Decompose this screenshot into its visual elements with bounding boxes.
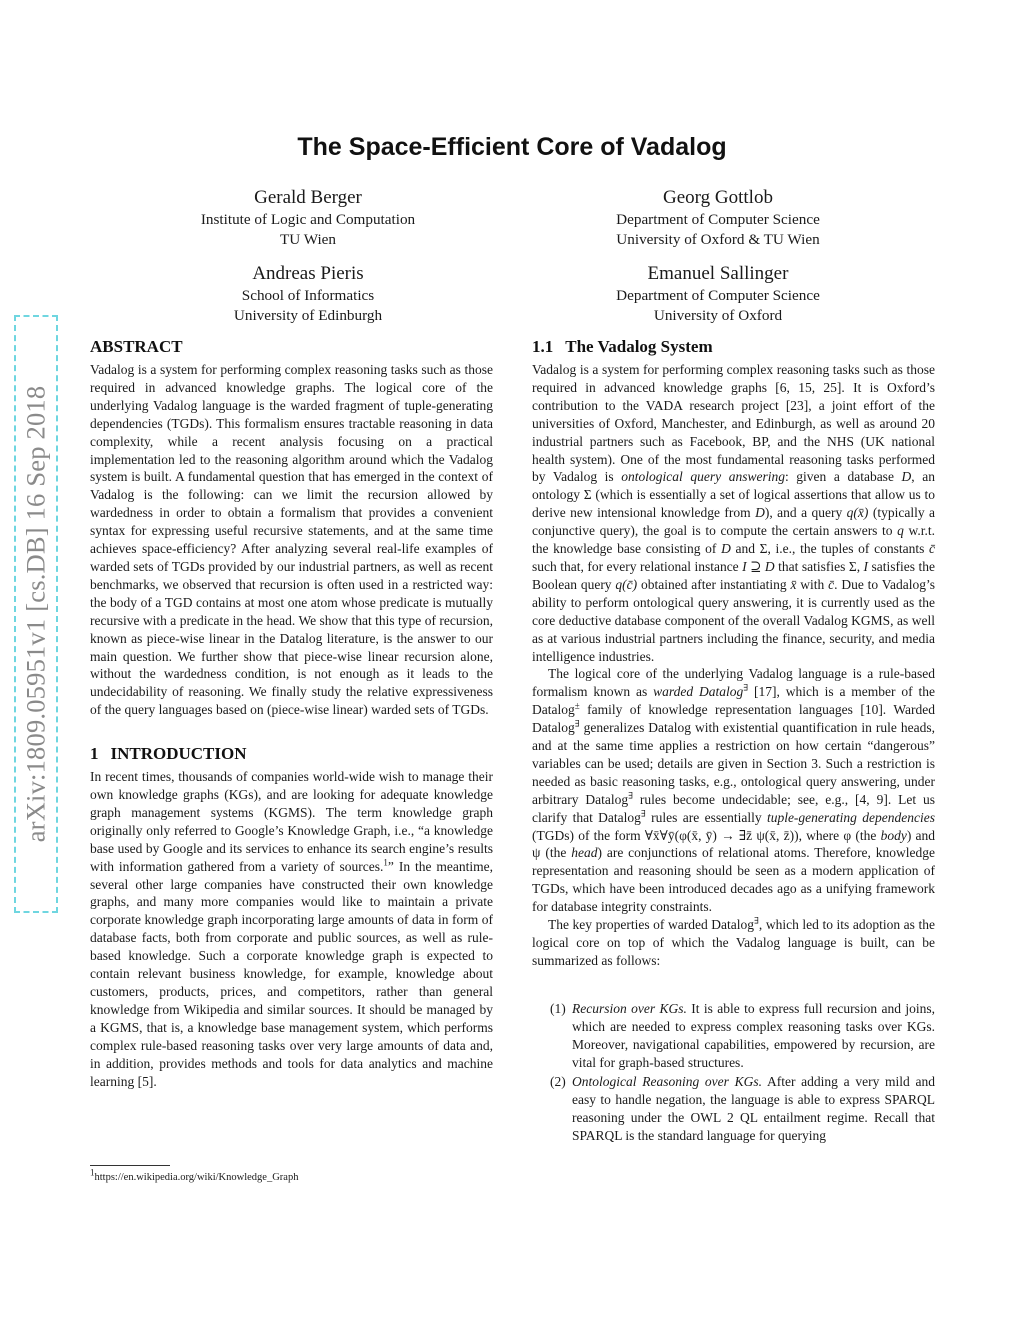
text-run: obtained after instantiating [637,576,791,592]
italic-term: tuple-generating dependencies [766,809,935,825]
text-run: [17], which is a member of the Datalog [532,684,935,718]
text-run: that satisfies Σ, [774,558,864,574]
author-affiliation: University of Oxford [653,306,783,324]
italic-term: q(x̄) [846,505,869,521]
property-title: Ontological Reasoning over KGs. [572,1074,762,1090]
text-run: family of knowledge representation languages [10]. Warded Datalog [532,702,935,736]
text-run: . Due to Vadalog’s ability to perform ontological query answering, it is currently used as the core deductive database component of the overall Vadalog KGMS, as well as at various industrial partners including the finance, security, and media intelligence industries. [532,576,935,664]
text-run: satisfies the Boolean query [532,558,935,592]
text-run: ), and a query [764,505,847,521]
text-run: (typically a conjunctive query), the goal is to compute the certain answers to [532,505,935,539]
italic-term: q(c̄) [615,576,638,592]
author-name: Georg Gottlob [663,187,773,208]
text-run: and Σ, i.e., the tuples of constants [730,541,929,557]
vadalog-paragraph-2 [532,665,935,916]
footnote [90,1167,299,1185]
property-title: Recursion over KGs. [572,1000,687,1016]
italic-term: D [755,505,765,521]
italic-term: warded Datalog [653,684,744,700]
property-text: After adding a very mild and easy to handle negation, the language is able to express SPARQL reasoning under the OWL 2 QL entailment regime. Recall that SPARQL is the standard language for querying [572,1074,935,1144]
italic-term: c̄ [929,541,935,557]
introduction-heading [90,743,493,765]
left-column [90,336,493,1090]
text-run: , which led to its adoption as the logical core on top of which the Vadalog language is built, can be summarized as follows: [532,917,935,968]
author-affiliation: Department of Computer Science [616,211,820,228]
author-block [548,262,888,325]
list-marker: (1) [550,1000,566,1016]
author-affiliation: Institute of Logic and Computation [200,211,416,228]
author-affiliation: University of Edinburgh [233,306,383,324]
text-run: (TGDs) of the form ∀x̄∀ȳ(φ(x̄, ȳ) → ∃z̄ ψ(x̄, z̄)), where φ (the [532,827,881,843]
author-affiliation: TU Wien [279,230,337,248]
arxiv-identifier: arXiv:1809.05951v1 [cs.DB] 16 Sep 2018 [20,385,51,843]
author-name: Emanuel Sallinger [647,263,789,284]
footnote-reference: 1 [383,857,388,868]
superscript: ∃ [754,915,759,926]
property-item [532,1000,935,1072]
author-block [138,262,478,325]
section-number: 1 [90,744,99,764]
text-run: such that, for every relational instance [532,558,743,574]
abstract-heading: ABSTRACT [90,337,183,356]
italic-term: head [571,845,598,861]
author-block [548,186,888,249]
subsection-heading [532,336,935,358]
superscript: ± [574,700,580,711]
text-run: The key properties of warded Datalog [548,917,755,933]
vadalog-paragraph-3 [532,916,935,970]
text-run: ) and ψ (the [532,827,936,861]
italic-term: I ⊇ D [742,558,775,574]
text-run: Vadalog is a system for performing complex reasoning tasks such as those required in advanced knowledge graphs [6, 15, 25]. It is Oxford’s contribution to the VADA research project [23], a joint effort of the universities of Oxford, Manchester, and Edinburgh, as well as around 20 industrial partners such as Facebook, BP, and the NHS (UK national health system). One of the most fundamental reasoning tasks performed by Vadalog is [532,362,935,485]
author-block [138,186,478,249]
superscript: ∃ [640,808,646,819]
footnote-mark: 1 [90,1167,95,1178]
section-number: 1.1 [532,337,554,356]
text-run: : given a database [784,469,902,485]
text-run: with [796,576,829,592]
text-run: w.r.t. the knowledge base consisting of [532,523,936,557]
italic-term: I [863,558,869,574]
italic-term: q [897,523,904,539]
property-item [532,1073,935,1145]
footnote-divider [90,1165,170,1166]
introduction-paragraph [90,768,493,1090]
text-run: rules become undecidable; see, e.g., [4, 9]. Let us clarify that Datalog [532,791,935,825]
author-affiliation: Department of Computer Science [616,287,820,304]
text-run: The logical core of the underlying Vadalog language is a rule-based formalism known as [532,666,935,700]
superscript: ∃ [743,682,749,693]
abstract-text: Vadalog is a system for performing complex reasoning tasks such as those required in advanced knowledge graphs. The logical core of the underlying Vadalog language is the warded fragment of tuple-generating dependencies (TGDs). This formalism ensures tractable reasoning in data complexity, while a recent analysis focusing on a practical implementation led to the reasoning algorithm around which the Vadalog system is built. A fundamental question that has emerged in the context of Vadalog is the following: can we limit the recursion allowed by wardedness in order to obtain a formalism that provides a convenient syntax for expressing useful recursive statements, and at the same time achieves space-efficiency? After analyzing several real-life examples of warded sets of TGDs provided by our industrial partners, as well as recent benchmarks, we observed that recursion is often used in a restricted way: the body of a TGD contains at most one atom whose predicate is mutually recursive with a predicate in the head. We show that this type of recursion, known as piece-wise linear in the Datalog literature, is the answer to our main question. We further show that piece-wise linear recursion alone, without the wardedness condition, is not enough as it leads to the undecidability of reasoning. We finally study the relative expressiveness of the query languages based on (piece-wise linear) warded sets of TGDs. [90,362,493,718]
footnote-url: https://en.wikipedia.org/wiki/Knowledge_Graph [94,1172,299,1183]
section-title: The Vadalog System [565,337,713,356]
author-name: Andreas Pieris [252,263,364,284]
text-run: ) are conjunctions of relational atoms. Therefore, knowledge representation and reasoning should be seen as a modern application of TGDs, which have been introduced decades ago as a unifying framework for database integrity constraints. [532,845,935,915]
section-title: INTRODUCTION [110,744,247,764]
text-run: rules are essentially [645,809,767,825]
italic-term: D [901,469,912,485]
author-affiliation: School of Informatics [241,287,375,304]
italic-term: body [880,827,907,843]
text-run: ” In the meantime, several other large companies have constructed their own knowledge graphs, and many more companies would like to maintain a private corporate knowledge graph incorporating large amounts of data in form of database facts, both from corporate and public sources, as well as rule-based knowledge. Such a corporate knowledge graph is expected to contain relevant business knowledge, for example, knowledge about customers, products, prices, and competitors, rather than general knowledge from Wikipedia and similar sources. It should be managed by a KGMS, that is, a knowledge base management system, which performs complex rule-based reasoning tasks over very large amounts of data and, in addition, provides methods and tools for data analytics and machine learning [5]. [90,858,493,1089]
paper-title: The Space-Efficient Core of Vadalog [297,133,727,161]
superscript: ∃ [628,790,633,801]
key-properties-list [532,1000,935,1145]
property-text: It is able to express full recursion and joins, which are needed to express complex reasoning tasks over KGs. Moreover, navigational capabilities, empowered by recursion, are vital for graph-based structures. [572,1000,936,1070]
italic-term: D [721,541,731,557]
text-run: , an ontology Σ (which is essentially a set of logical assertions that allow us to derive new intensional knowledge from [532,469,935,521]
author-affiliation: University of Oxford & TU Wien [616,230,820,248]
author-name: Gerald Berger [254,187,362,208]
text-run: In recent times, thousands of companies world-wide wish to manage their own knowledge graphs (KGs), and are looking for adequate knowledge graph management systems (KGMS). The term knowledge graph originally only referred to Google’s Knowledge Graph, i.e., “a knowledge base used by Google and its services to enhance its search engine’s results with information gathered from a variety of sources. [90,769,493,874]
list-marker: (2) [550,1074,566,1090]
italic-term: c̄ [828,576,835,592]
italic-term: x̄ [790,576,797,592]
arxiv-identifier-stamp [14,315,58,913]
text-run: generalizes Datalog with existential quantification in rule heads, and at the same time applies a restriction on how certain “dangerous” variables can be used; details are given in Section 3. Such a restriction is needed as basic reasoning tasks, e.g., ontological query answering, under arbitrary Datalog [532,720,935,807]
superscript: ∃ [574,718,580,729]
italic-term: ontological query answering [621,469,785,485]
right-column [532,336,935,1147]
vadalog-paragraph-1 [532,361,935,665]
